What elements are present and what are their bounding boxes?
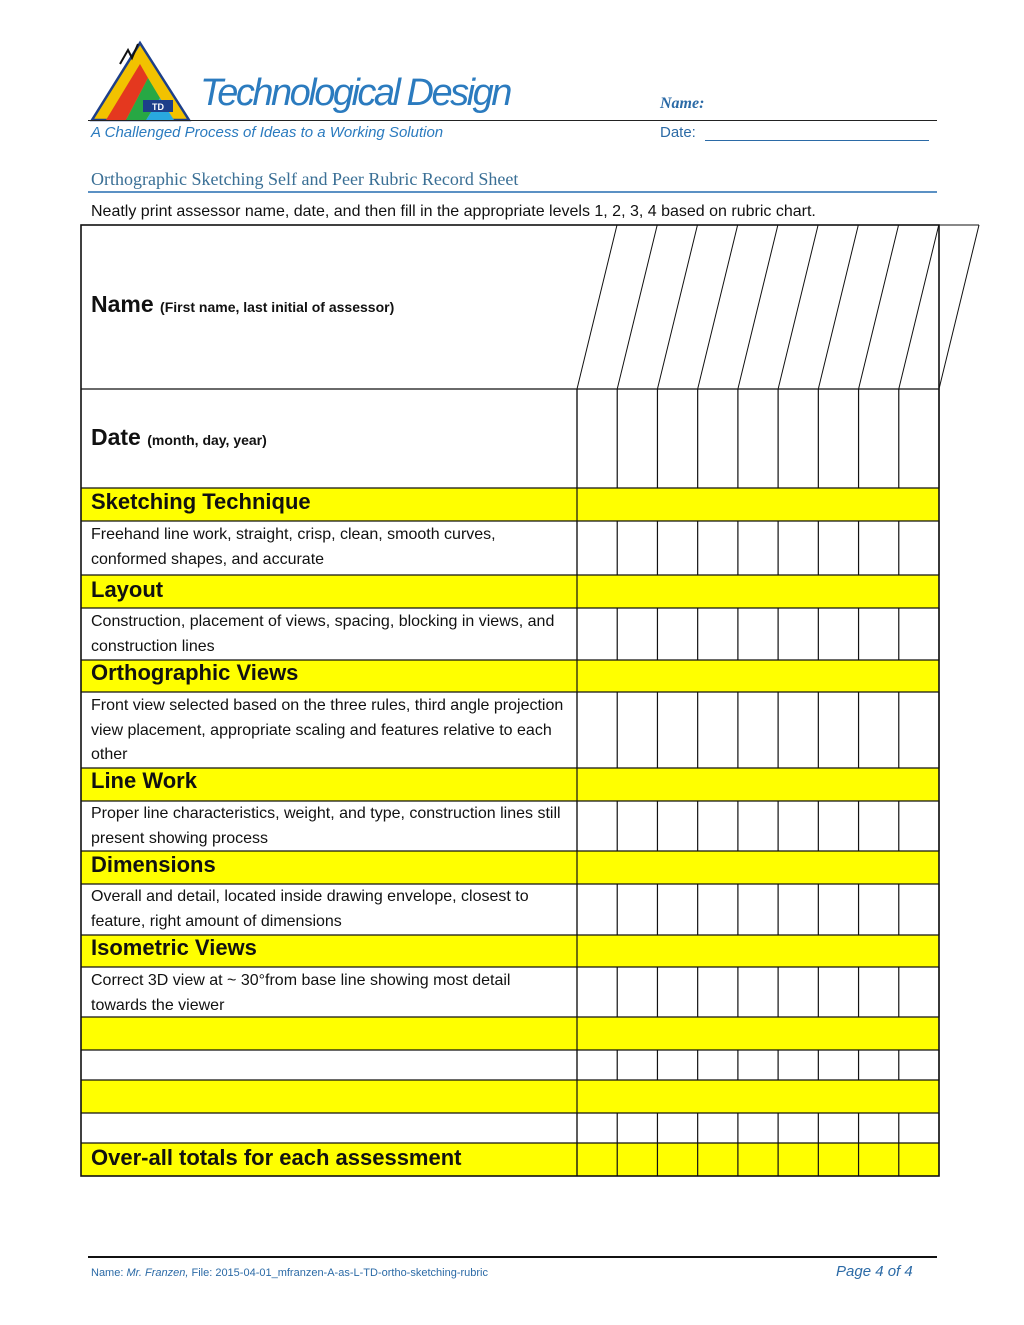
score-cell[interactable] (779, 802, 817, 850)
score-cell[interactable] (578, 693, 616, 767)
score-cell[interactable] (739, 802, 777, 850)
footer-name-prefix: Name: (91, 1267, 124, 1279)
score-cell[interactable] (819, 390, 857, 487)
category-title: Sketching Technique (91, 489, 311, 514)
score-cell[interactable] (779, 693, 817, 767)
score-cell[interactable] (819, 1144, 857, 1175)
category-title: Orthographic Views (91, 660, 299, 685)
score-cell[interactable] (618, 522, 656, 574)
score-cell[interactable] (860, 693, 898, 767)
logo-badge-text: TD (152, 102, 164, 112)
score-cell[interactable] (578, 1144, 616, 1175)
footer-file-name: File: 2015-04-01_mfranzen-A-as-L-TD-ortho-sketching-rubric (191, 1267, 488, 1279)
score-cell[interactable] (739, 1114, 777, 1142)
highlight-band (81, 1017, 939, 1050)
score-cell[interactable] (618, 885, 656, 934)
assessor-name-slant (818, 225, 858, 389)
assessor-name-slant (899, 225, 939, 389)
score-cell[interactable] (618, 802, 656, 850)
score-cell[interactable] (578, 885, 616, 934)
score-cell[interactable] (578, 1051, 616, 1079)
category-description: Correct 3D view at ~ 30°from base line showing most detail towards the viewer (91, 972, 511, 1014)
score-cell[interactable] (900, 1114, 938, 1142)
score-cell[interactable] (739, 390, 777, 487)
name-row-label (81, 291, 577, 318)
document-title: Orthographic Sketching Self and Peer Rubric Record Sheet (91, 169, 519, 189)
score-cell[interactable] (900, 693, 938, 767)
score-cell[interactable] (699, 1051, 737, 1079)
score-cell[interactable] (658, 390, 696, 487)
totals-row-label: Over-all totals for each assessment (91, 1145, 462, 1170)
date-row-hint: (month, day, year) (147, 432, 267, 448)
score-cell[interactable] (618, 609, 656, 659)
category-description: Construction, placement of views, spacing, blocking in views, and construction lines (91, 613, 555, 655)
score-cell[interactable] (699, 522, 737, 574)
score-cell[interactable] (860, 1051, 898, 1079)
score-cell[interactable] (739, 885, 777, 934)
score-cell[interactable] (779, 390, 817, 487)
score-cell[interactable] (618, 968, 656, 1016)
name-row-hint: (First name, last initial of assessor) (160, 299, 395, 315)
score-cell[interactable] (900, 885, 938, 934)
score-cell[interactable] (699, 968, 737, 1016)
score-cell[interactable] (779, 1144, 817, 1175)
date-row-label (81, 424, 577, 451)
instructions-text: Neatly print assessor name, date, and then fill in the appropriate levels 1, 2, 3, 4 based on rubric chart. (91, 203, 816, 220)
score-cell[interactable] (739, 522, 777, 574)
rubric-table (81, 225, 939, 1176)
score-cell[interactable] (739, 1144, 777, 1175)
category-description: Freehand line work, straight, crisp, clean, smooth curves, conformed shapes, and accurate (91, 526, 496, 568)
score-cell[interactable] (900, 609, 938, 659)
score-cell[interactable] (578, 802, 616, 850)
score-cell[interactable] (860, 968, 898, 1016)
score-cell[interactable] (860, 522, 898, 574)
category-title: Layout (91, 577, 164, 602)
score-cell[interactable] (578, 522, 616, 574)
score-cell[interactable] (779, 522, 817, 574)
score-cell[interactable] (699, 609, 737, 659)
score-cell[interactable] (699, 1114, 737, 1142)
score-cell[interactable] (618, 1114, 656, 1142)
score-cell[interactable] (819, 609, 857, 659)
score-cell[interactable] (658, 522, 696, 574)
score-cell[interactable] (900, 390, 938, 487)
score-cell[interactable] (819, 968, 857, 1016)
score-cell[interactable] (860, 802, 898, 850)
footer-divider (88, 1256, 937, 1258)
category-description: Front view selected based on the three rules, third angle projection view placement, appropriate scaling and features relative to each other (91, 697, 564, 763)
score-cell[interactable] (658, 802, 696, 850)
score-cell[interactable] (779, 1051, 817, 1079)
score-cell[interactable] (618, 390, 656, 487)
score-cell[interactable] (658, 693, 696, 767)
score-cell[interactable] (578, 390, 616, 487)
score-cell[interactable] (699, 1144, 737, 1175)
score-cell[interactable] (699, 802, 737, 850)
score-cell[interactable] (819, 885, 857, 934)
score-cell[interactable] (860, 1144, 898, 1175)
assessor-name-slant (738, 225, 778, 389)
score-cell[interactable] (900, 1051, 938, 1079)
score-cell[interactable] (739, 693, 777, 767)
score-cell[interactable] (819, 522, 857, 574)
score-cell[interactable] (618, 1144, 656, 1175)
assessor-name-slant (577, 225, 617, 389)
score-cell[interactable] (699, 885, 737, 934)
score-cell[interactable] (699, 693, 737, 767)
assessor-name-slant (859, 225, 899, 389)
score-cell[interactable] (819, 802, 857, 850)
score-cell[interactable] (779, 968, 817, 1016)
category-description: Proper line characteristics, weight, and type, construction lines still present showing process (91, 805, 561, 847)
assessor-name-slant (698, 225, 738, 389)
name-row-title: Name (91, 291, 154, 317)
category-title: Isometric Views (91, 935, 257, 960)
score-cell[interactable] (658, 885, 696, 934)
score-cell[interactable] (819, 1114, 857, 1142)
category-title: Dimensions (91, 852, 216, 877)
score-cell[interactable] (860, 609, 898, 659)
date-field-label: Date: (660, 124, 696, 141)
category-description: Overall and detail, located inside drawing envelope, closest to feature, right amount of dimensions (91, 888, 529, 930)
score-cell[interactable] (900, 802, 938, 850)
score-cell[interactable] (779, 885, 817, 934)
assessor-name-slant (778, 225, 818, 389)
score-cell[interactable] (658, 968, 696, 1016)
technological-design-logo (88, 40, 193, 124)
header-divider (88, 120, 937, 121)
page-number: Page 4 of 4 (836, 1263, 913, 1280)
title-divider (88, 191, 937, 193)
score-cell[interactable] (578, 1114, 616, 1142)
score-cell[interactable] (658, 1114, 696, 1142)
score-cell[interactable] (819, 693, 857, 767)
brand-tagline: A Challenged Process of Ideas to a Working Solution (91, 124, 444, 141)
score-cell[interactable] (618, 1051, 656, 1079)
assessor-name-slant (617, 225, 657, 389)
score-cell[interactable] (860, 390, 898, 487)
score-cell[interactable] (739, 1051, 777, 1079)
score-cell[interactable] (860, 885, 898, 934)
score-cell[interactable] (900, 522, 938, 574)
assessor-name-slant (657, 225, 697, 389)
score-cell[interactable] (779, 609, 817, 659)
score-cell[interactable] (658, 1051, 696, 1079)
score-cell[interactable] (618, 693, 656, 767)
score-cell[interactable] (900, 1144, 938, 1175)
score-cell[interactable] (779, 1114, 817, 1142)
date-row-title: Date (91, 424, 141, 450)
score-cell[interactable] (578, 968, 616, 1016)
score-cell[interactable] (819, 1051, 857, 1079)
brand-title: Technological Design (200, 72, 510, 114)
score-cell[interactable] (860, 1114, 898, 1142)
footer-author: Mr. Franzen, (126, 1267, 189, 1279)
category-title: Line Work (91, 768, 197, 793)
score-cell[interactable] (658, 1144, 696, 1175)
score-cell[interactable] (658, 609, 696, 659)
assessor-name-slant (939, 225, 979, 389)
highlight-band (81, 1080, 939, 1113)
name-field-label: Name: (660, 95, 705, 112)
score-cell[interactable] (739, 968, 777, 1016)
score-cell[interactable] (739, 609, 777, 659)
score-cell[interactable] (900, 968, 938, 1016)
score-cell[interactable] (578, 609, 616, 659)
score-cell[interactable] (699, 390, 737, 487)
footer-file-info (91, 1267, 488, 1279)
date-field-line[interactable] (705, 140, 929, 141)
